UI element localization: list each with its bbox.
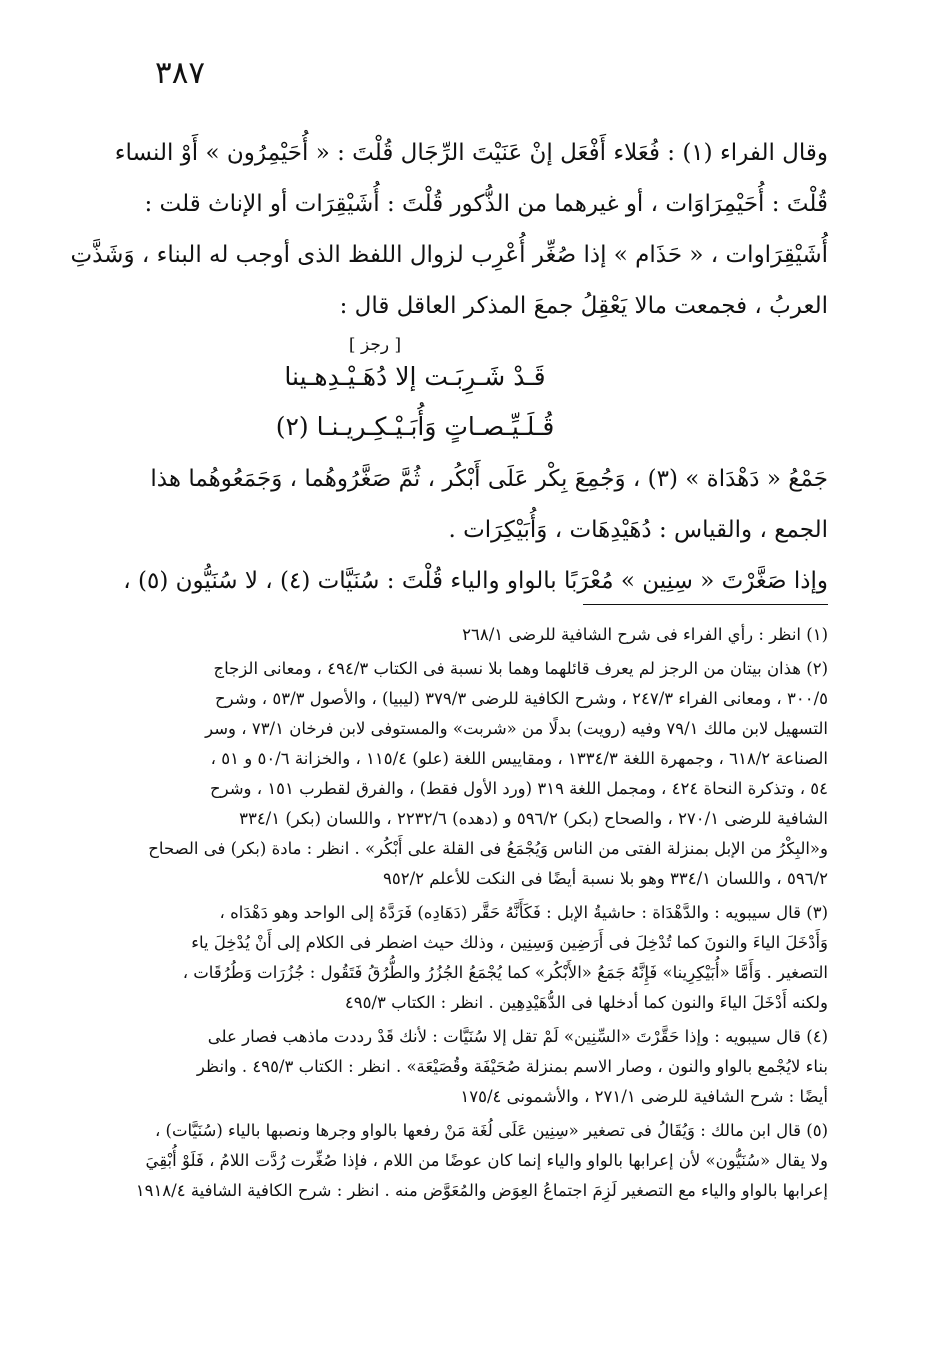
footnote-line: الشافية للرضى ٢٧٠/١ ، والصحاح (بكر) ٥٩٦/٢ و (دهده) ٢٢٣٢/٦ ، واللسان (بكر) ٣٣٤/١ [239, 809, 828, 828]
footnote-line: ٣٠٠/٥ ، ومعانى الفراء ٢٤٧/٣ ، وشرح الكافية للرضى ٣٧٩/٣ (ليبيا) ، والأصول ٥٣/٣ ، وشرح [214, 689, 828, 708]
footnote-line: التصغير . وَأَمَّا «أُبَيْكِرِينا» فَإِنَّهُ جَمَعُ «الأَبْكُر» كما يُجْمَعُ الجُزُرُ والطُّرُقُ فَتَقُول : جُزُرَات وَطُرُقَات ، [182, 963, 828, 982]
footnote-line: إعرابها بالواو والياء مع التصغير لَزِمَ اجتماعُ العِوَض والمُعَوَّض منه . انظر : شرح الكافية الشافية ١٩١٨/٤ [135, 1181, 828, 1200]
main-line: أُشَيْقِرَاوات ، « حَذَام » إذا صُغِّر أُعْرِب لزوال اللفظ الذى أوجب له البناء ، وَشَذَّتِ [70, 242, 828, 268]
footnote-line: (٤) قال سيبويه : وإذا حَقَّرْتَ «السِّنِين» لَمْ تقل إلا سُنَيَّات : لأنك قَدْ رددت ماذهب فصار على [207, 1027, 828, 1046]
main-line: وقال الفراء (١) : فُعَلاء أَفْعَل إنْ عَنَيْتَ الرِّجَال قُلْتَ : « أُحَيْمِرُون » أَوْ النساء [114, 140, 828, 166]
footnote-line: (٣) قال سيبويه : والدَّهْدَاة : حاشيةُ الإبل : فَكَأَنَّهُ حَقَّر (دَهَادِه) فَرَدَّهُ إلى الواحد وهو دَهْدَاه ، [219, 903, 828, 922]
footnote-line: الصناعة ٦١٨/٢ ، وجمهرة اللغة ١٣٣٤/٣ ، ومقاييس اللغة (علو) ١١٥/٤ ، والخزانة ٥٠/٦ و ٥١ ، [210, 749, 828, 768]
footnote-line: ٥٩٦/٢ ، واللسان ٣٣٤/١ وهو بلا نسبة أيضًا فى النكت للأعلم ٩٥٢/٢ [383, 869, 828, 888]
footnote-line: و«البِكْرُ من الإبل بمنزلة الفتى من الناس وَيُجْمَعُ فى القلة على أَبْكُر» . انظر : مادة (بكر) فى الصحاح [148, 839, 828, 858]
verse-meter-label: [ رجز ] [348, 335, 402, 355]
main-line: جَمْعُ « دَهْدَاة » (٣) ، وَجُمِعَ بِكْر عَلَى أَبْكُر ، ثُمَّ صَغَّرُوهُما ، وَجَمَعُوهُما هذا [150, 466, 828, 492]
footnote-3 [128, 898, 828, 1018]
main-line: وإذا صَغَّرْتَ « سِنِين » مُعْرَبًا بالواو والياء قُلْتَ : سُنَيَّات (٤) ، لا سُنَيُّون (٥) ، [123, 568, 828, 594]
footnote-separator [583, 604, 828, 605]
footnote-5 [128, 1116, 828, 1206]
footnote-line: (١) انظر : رأي الفراء فى شرح الشافية للرضى ٢٦٨/١ [462, 625, 828, 644]
footnote-line: وَأَدْخَلَ الياءَ والنونَ كما تُدْخِلَ فى أَرَضِين وَسِنِين ، وذلك حيث اضطر فى الكلام إلى أَنْ يُدْخِلَ ياء [191, 933, 828, 952]
footnotes [128, 620, 828, 1210]
footnote-line: (٢) هذان بيتان من الرجز لم يعرف قائلهما وهما بلا نسبة فى الكتاب ٤٩٤/٣ ، ومعانى الزجاج [213, 659, 828, 678]
main-text-block-1 [70, 128, 828, 332]
footnote-line: أيضًا : شرح الشافية للرضى ٢٧١/١ ، والأشمونى ١٧٥/٤ [460, 1087, 828, 1106]
footnote-1 [128, 620, 828, 650]
verse-line-1: قَـدْ شَـرِبَـت إلا دُهَـيْـدِهـينا [284, 362, 546, 391]
footnote-line: ٥٤ ، وتذكرة النحاة ٤٢٤ ، ومجمل اللغة ٣١٩ (ورد الأول فقط) ، والفرق لقطرب ١٥١ ، وشرح [209, 779, 828, 798]
page-number: ٣٨٧ [155, 55, 205, 91]
footnote-line: ولا يقال «سُنَيُّون» لأن إعرابها بالواو والياء إنما كان عوضًا من اللام ، فإذا صُغِّرت رُدَّت اللامُ ، فَلَوْ أُبْقِيَ [145, 1151, 828, 1170]
verse-line-2: قُـلَـيِّـصـاتٍ وَأُبَـيْـكِـريـنـا (٢) [275, 412, 555, 441]
footnote-line: ولكنه أَدْخَلَ الياءَ والنون كما أدخلها فى الدُّهَيْدِهِين . انظر : الكتاب ٤٩٥/٣ [344, 993, 828, 1012]
footnote-line: بناء لايُجْمع بالواو والنون ، وصار الاسم بمنزلة صُحَيْفَة وقُصَيْعَة» . انظر : الكتاب ٤٩٥/٣ . وانظر [196, 1057, 828, 1076]
main-text-block-2 [123, 454, 828, 607]
footnote-2 [128, 654, 828, 894]
main-line: العربُ ، فجمعت مالا يَعْقِلُ جمعَ المذكر العاقل قال : [339, 293, 828, 319]
main-line: قُلْتَ : أُحَيْمِرَاوَات ، أو غيرهما من الذُّكور قُلْتَ : أُشَيْقِرَات أو الإناث قلت : [144, 191, 828, 217]
main-line: الجمع ، والقياس : دُهَيْدِهَات ، وَأُبَيْكِرَات . [448, 517, 828, 543]
footnote-line: (٥) قال ابن مالك : وَيُقَالُ فى تصغير «سِنِين عَلَى لُغَة مَنْ رفعها بالواو وجرها ونصبها بالياء (سُنَيَّات) ، [154, 1121, 828, 1140]
footnote-4 [128, 1022, 828, 1112]
footnote-line: التسهيل لابن مالك ٧٩/١ وفيه (رويت) بدلًا من «شربت» والمستوفى لابن فرخان ٧٣/١ ، وسر [205, 719, 828, 738]
